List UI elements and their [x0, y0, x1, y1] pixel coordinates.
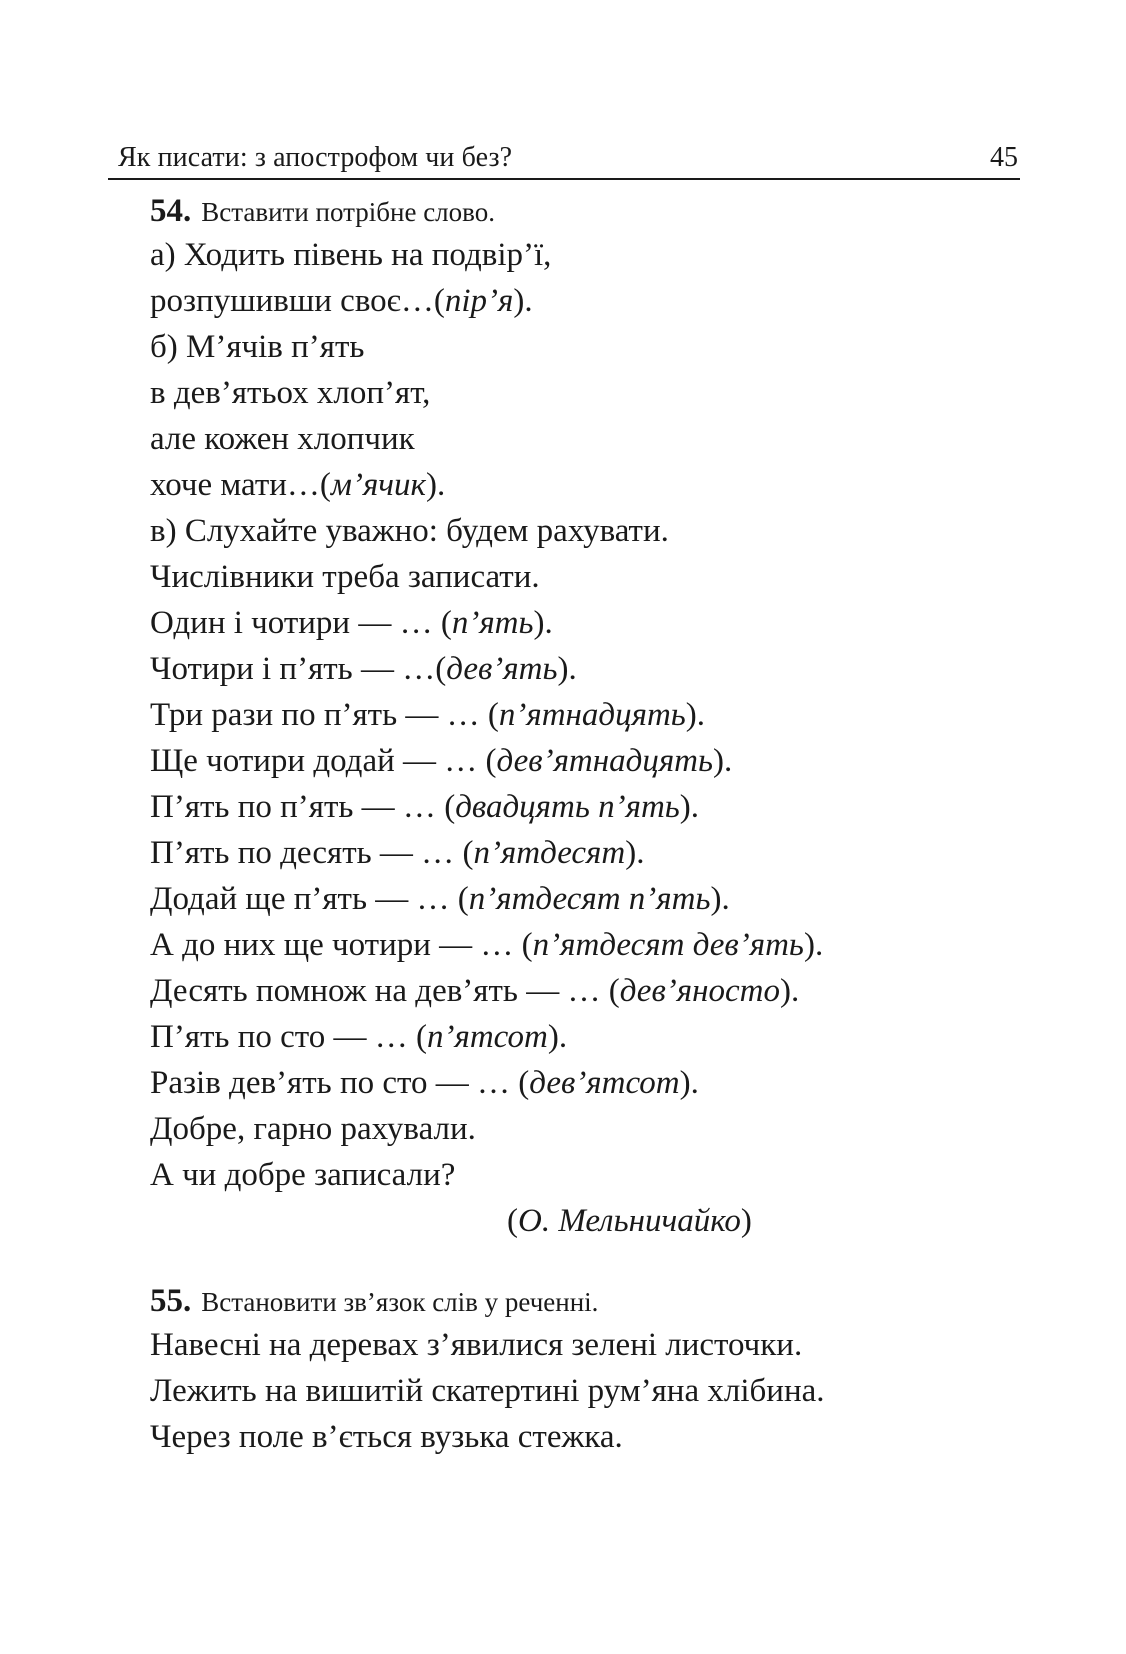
answer-word: п’ять [451, 605, 534, 641]
page-content [150, 190, 1010, 1460]
poem-line: розпушивши своє…(пір’я). [150, 283, 533, 319]
poem-line: б) М’ячів п’ять [150, 329, 365, 365]
poem-line: Числівники треба записати. [150, 559, 540, 595]
poem-line: Чотири і п’ять — …(дев’ять). [150, 651, 577, 687]
answer-word: п’ятнадцять [498, 697, 686, 733]
running-header-title: Як писати: з апострофом чи без? [118, 142, 513, 173]
answer-word: п’ятдесят дев’ять [532, 927, 804, 963]
task-54-poem [150, 232, 1010, 1244]
poem-line: Десять помнож на дев’ять — … (дев’яносто). [150, 973, 800, 1009]
poem-line: Один і чотири — … (п’ять). [150, 605, 553, 641]
poem-line: в) Слухайте уважно: будем рахувати. [150, 513, 669, 549]
poem-line: А до них ще чотири — … (п’ятдесят дев’ять). [150, 927, 824, 963]
poem-line: але кожен хлопчик [150, 421, 415, 457]
poem-line: в дев’ятьох хлоп’ят, [150, 375, 431, 411]
poem-author: (О. Мельничайко) [507, 1203, 752, 1239]
poem-line: Ще чотири додай — … (дев’ятнадцять). [150, 743, 733, 779]
poem-line: а) Ходить півень на подвір’ї, [150, 237, 552, 273]
author-name: О. Мельничайко [518, 1203, 741, 1239]
poem-line: А чи добре записали? [150, 1157, 456, 1193]
poem-line: Додай ще п’ять — … (п’ятдесят п’ять). [150, 881, 730, 917]
task-55-instruction: Встановити зв’язок слів у реченні. [201, 1287, 599, 1317]
sentence-line: Навесні на деревах з’явилися зелені листочки. [150, 1327, 803, 1363]
answer-word: двадцять п’ять [455, 789, 680, 825]
sentence-line: Через поле в’ється вузька стежка. [150, 1419, 623, 1455]
answer-word: дев’яносто [619, 973, 780, 1009]
answer-word: м’ячик [330, 467, 426, 503]
poem-line: Добре, гарно рахували. [150, 1111, 476, 1147]
answer-word: дев’ятсот [529, 1065, 680, 1101]
answer-word: п’ятдесят п’ять [468, 881, 711, 917]
answer-word: пір’я [444, 283, 514, 319]
task-55-sentences [150, 1322, 1010, 1460]
poem-line: Три рази по п’ять — … (п’ятнадцять). [150, 697, 706, 733]
running-header [108, 136, 1020, 180]
sentence-line: Лежить на вишитій скатертині рум’яна хлібина. [150, 1373, 825, 1409]
task-54-instruction: Вставити потрібне слово. [201, 197, 495, 227]
task-55-heading [150, 1280, 1010, 1322]
task-55-number: 55. [150, 1283, 192, 1319]
poem-line: хоче мати…(м’ячик). [150, 467, 446, 503]
answer-word: дев’ятнадцять [496, 743, 714, 779]
page-number: 45 [990, 142, 1018, 173]
poem-line: П’ять по десять — … (п’ятдесят). [150, 835, 645, 871]
answer-word: п’ятсот [427, 1019, 548, 1055]
poem-line: Разів дев’ять по сто — … (дев’ятсот). [150, 1065, 699, 1101]
task-54-number: 54. [150, 193, 192, 229]
answer-word: п’ятдесят [473, 835, 626, 871]
answer-word: дев’ять [446, 651, 558, 687]
poem-line: П’ять по п’ять — … (двадцять п’ять). [150, 789, 700, 825]
task-54-heading [150, 190, 1010, 232]
poem-line: П’ять по сто — … (п’ятсот). [150, 1019, 568, 1055]
section-gap [150, 1244, 1010, 1280]
